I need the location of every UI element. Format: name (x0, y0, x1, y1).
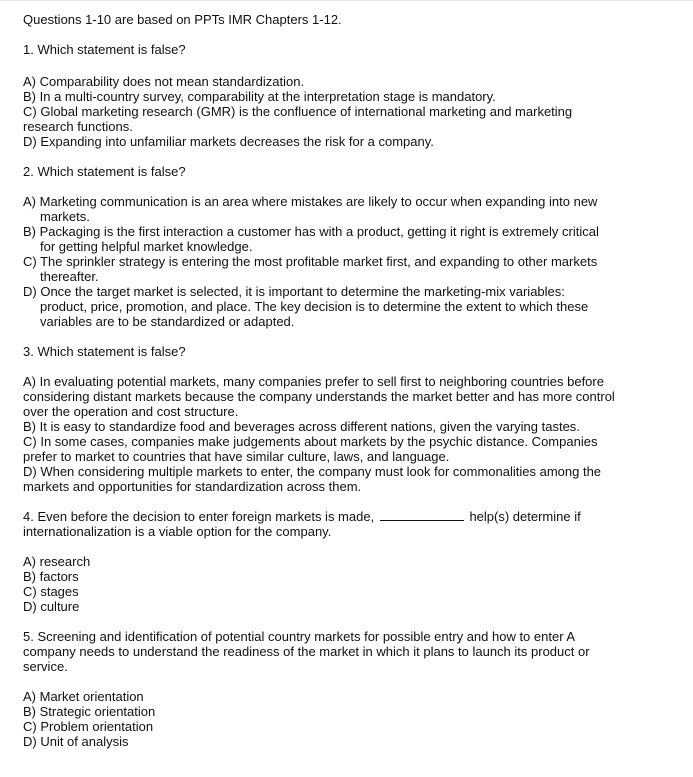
question-5-option-a: A) Market orientation (23, 689, 144, 704)
question-1-option-d: D) Expanding into unfamiliar markets decreases the risk for a company. (23, 134, 434, 149)
question-4-stem-line2: internationalization is a viable option for the company. (23, 524, 332, 539)
top-divider (0, 0, 693, 1)
question-5-options (23, 689, 663, 749)
question-4-stem (23, 509, 663, 539)
question-4-option-c: C) stages (23, 584, 79, 599)
question-3-option-c: C) In some cases, companies make judgements about markets by the psychic distance. Companies prefer to market to countries that have similar culture, laws, and language. (23, 434, 598, 464)
question-4-stem-before: 4. Even before the decision to enter foreign markets is made, (23, 509, 375, 524)
question-5-option-d: D) Unit of analysis (23, 734, 129, 749)
question-1-option-a: A) Comparability does not mean standardization. (23, 74, 305, 89)
question-3-options (23, 374, 626, 494)
question-2-option-d: D) Once the target market is selected, it is important to determine the marketing-mix variables: product, price, promotion, and place. The key decision is to determine the extent to which these variables are to be standardized or adapted. (23, 284, 589, 329)
question-3-option-a: A) In evaluating potential markets, many companies prefer to sell first to neighboring countries before considering distant markets because the company understands the market better and has more control over the operation and cost structure. (23, 374, 615, 419)
question-5-option-c: C) Problem orientation (23, 719, 154, 734)
question-4-answer-blank (380, 509, 464, 521)
question-4-option-d: D) culture (23, 599, 80, 614)
question-1-option-b: B) In a multi-country survey, comparability at the interpretation stage is mandatory. (23, 89, 496, 104)
question-1-stem: 1. Which statement is false? (23, 42, 186, 57)
question-4-stem-after: help(s) determine if (469, 509, 581, 524)
question-1-option-c: C) Global marketing research (GMR) is the confluence of international marketing and marketing research functions. (23, 104, 573, 134)
intro-text: Questions 1-10 are based on PPTs IMR Chapters 1-12. (23, 12, 342, 27)
question-5-stem: 5. Screening and identification of potential country markets for possible entry and how to enter A company needs to understand the readiness of the market in which it plans to launch its product or service. (23, 629, 590, 674)
question-5-option-b: B) Strategic orientation (23, 704, 156, 719)
question-3-option-d: D) When considering multiple markets to enter, the company must look for commonalities among the markets and opportunities for standardization across them. (23, 464, 602, 494)
question-4-option-b: B) factors (23, 569, 79, 584)
question-2-option-a: A) Marketing communication is an area where mistakes are likely to occur when expanding into new markets. (23, 194, 598, 224)
question-2-stem: 2. Which statement is false? (23, 164, 186, 179)
question-2-option-b: B) Packaging is the first interaction a customer has with a product, getting it right is extremely critical for getting helpful market knowledge. (23, 224, 599, 254)
question-3-option-b: B) It is easy to standardize food and beverages across different nations, given the varying tastes. (23, 419, 580, 434)
question-4-option-a: A) research (23, 554, 91, 569)
question-2-options (23, 194, 615, 329)
question-1-options (23, 74, 613, 149)
question-3-stem: 3. Which statement is false? (23, 344, 186, 359)
question-2-option-c: C) The sprinkler strategy is entering the most profitable market first, and expanding to other markets thereafter. (23, 254, 598, 284)
question-4-options (23, 554, 663, 614)
